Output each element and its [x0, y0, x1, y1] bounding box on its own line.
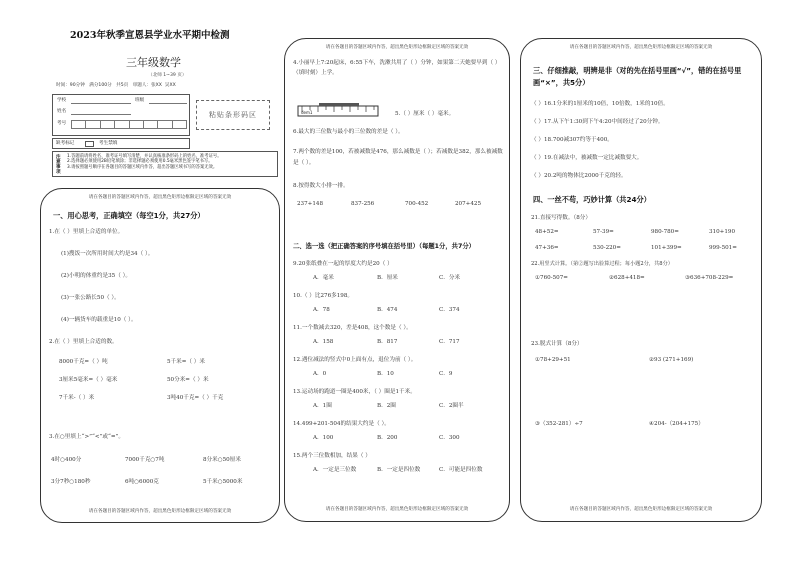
answer-panel-left — [40, 188, 280, 523]
q2-cell: 7千米-（ ）米 — [59, 395, 95, 401]
question-21: 21.直接写得数。（8分） — [531, 215, 591, 221]
question-23: 23.脱式计算（8分） — [531, 341, 583, 347]
panel-note: 请在各题目的答题区域内作答，超出黑色矩形边框限定区域的答案无效 — [325, 507, 469, 512]
q21-cell: 48+52= — [535, 229, 559, 235]
q3-cell: 6吨○6000克 — [125, 479, 159, 485]
mc-option: A．78 — [313, 307, 330, 313]
q2-cell: 8000千克=（ ）吨 — [59, 359, 108, 365]
absent-label: 考生禁填 — [99, 141, 118, 146]
absent-checkbox[interactable] — [85, 141, 94, 147]
question-3: 3.在○里填上“>”“<”或“=”。 — [49, 434, 124, 440]
q8-item: 207+425 — [455, 201, 482, 207]
exam-no-grid[interactable] — [71, 120, 187, 129]
question-2: 2.在（ ）里填上合适的数。 — [49, 339, 118, 345]
mc-option: B．817 — [377, 339, 398, 345]
q23-item: ④204-（204+175） — [649, 421, 704, 427]
q2-cell: 50分米=（ ）米 — [167, 377, 209, 383]
mc-option: A．100 — [313, 435, 334, 441]
school-field[interactable] — [71, 103, 131, 104]
subject-scope: （北师 1~39 页） — [148, 73, 187, 78]
mc-option: A．一定是三位数 — [313, 467, 357, 473]
notice-box — [52, 151, 278, 177]
mc-option: B．厘米 — [377, 275, 398, 281]
notice-line: 1.答题前请将姓名、准考证号填写清楚，并认真核准条形码上的姓名、准考证号。 — [67, 154, 222, 159]
mc-option: C．9 — [439, 371, 453, 377]
q23-item: ①78+29+51 — [535, 357, 571, 363]
reviewer-label: 审题人：张XX — [132, 83, 162, 88]
q21-cell: 57-39= — [593, 229, 614, 235]
question-8: 8.按得数大小排一排。 — [293, 183, 349, 189]
mc-question: 10.（ ）比276多198。 — [293, 293, 353, 299]
mc-question: 15.两个三位数相加，结果（ ） — [293, 453, 371, 459]
exam-no-label: 考号 — [57, 121, 67, 126]
mc-option: C．分米 — [439, 275, 461, 281]
judge-item: （ ）19.在减法中，被减数一定比减数要大。 — [531, 155, 643, 161]
score-label: 满分100分 — [89, 83, 112, 88]
mc-option: C．可能是四位数 — [439, 467, 483, 473]
q21-cell: 310+190 — [709, 229, 736, 235]
mc-option: A．0 — [313, 371, 327, 377]
section-2-title: 二、选一选（把正确答案的序号填在括号里）（每题1分，共7分） — [293, 243, 475, 250]
ruler — [297, 103, 379, 117]
panel-note: 请在各题目的答题区域内作答，超出黑色矩形边框限定区域的答案无效 — [569, 507, 713, 512]
mc-option: B．10 — [377, 371, 394, 377]
class-field[interactable] — [149, 103, 187, 104]
panel-note: 请在各题目的答题区域内作答，超出黑色矩形边框限定区域的答案无效 — [325, 45, 469, 50]
mc-question: 11.一个数减去320，差是408，这个数是（ ）。 — [293, 325, 412, 331]
q21-cell: 980-780= — [651, 229, 679, 235]
section-3-title: 三、仔细推敲，明辨是非（对的先在括号里画“√”，错的在括号里画“×”，共5分） — [533, 66, 742, 87]
q3-cell: 4时○400分 — [51, 457, 82, 463]
section-1-title: 一、用心思考，正确填空（每空1分，共27分） — [53, 211, 205, 220]
mc-option: A．毫米 — [313, 275, 334, 281]
subject-title: 三年级数学 — [126, 56, 181, 69]
q3-cell: 3分7秒○180秒 — [51, 479, 91, 485]
q21-cell: 47+36= — [535, 245, 559, 251]
notice-line: 2.选择题必须使用2B铅笔填涂；非选择题必须使用0.5毫米黑色签字笔书写。 — [67, 159, 213, 165]
notice-title: 注意事项 — [56, 155, 61, 176]
ruler-unit: dem1 — [301, 110, 313, 115]
mc-option: B．474 — [377, 307, 398, 313]
q1-item: (1)搜饭一次所用时间大约是34（ ）。 — [61, 251, 154, 257]
mc-option: B．一定是四位数 — [377, 467, 421, 473]
exam-title: 2023年秋季宣恩县学业水平期中检测 — [70, 30, 230, 41]
exam-meta — [56, 83, 176, 89]
panel-note: 请在各题目的答题区域内作答，超出黑色矩形边框限定区域的答案无效 — [569, 45, 713, 50]
q23-item: ②93 (271+169) — [649, 357, 694, 363]
judge-item: （ ）18.700减307约等于400。 — [531, 137, 613, 143]
q3-cell: 5千米○5000米 — [203, 479, 243, 485]
panel-note: 请在各题目的答题区域内作答，超出黑色矩形边框限定区域的答案无效 — [88, 195, 232, 200]
q8-item: 700-452 — [405, 201, 429, 207]
status-label: 缺考标记 — [56, 141, 75, 146]
q3-cell: 8分米○50厘米 — [203, 457, 241, 463]
judge-item: （ ）20.2吨的物体比2000千克的轻。 — [531, 173, 627, 179]
student-info-box — [52, 94, 190, 136]
answer-panel-right — [520, 38, 762, 522]
mc-option: A．1圈 — [313, 403, 332, 409]
q8-item: 837-256 — [351, 201, 375, 207]
q22-item: ②628+418= — [609, 275, 645, 281]
pages-label: 共5页 — [116, 83, 129, 88]
mc-option: B．2圈 — [377, 403, 396, 409]
mc-question: 12.遇位减法的竖式中0上面有点，退位为前（ ）。 — [293, 357, 417, 363]
q8-item: 237+148 — [297, 201, 324, 207]
question-5: 5.（ ）厘米（ ）毫米。 — [395, 111, 455, 117]
name-label: 姓名 — [57, 109, 67, 114]
mc-option: C．2圈半 — [439, 403, 464, 409]
mc-option: C．374 — [439, 307, 460, 313]
absent-mark-row — [52, 138, 190, 149]
question-4: 4.小丽早上7:20起床，6:55下车，洗漱共用了（ ）分钟，如果第二天她要早到（ ）（填时刻）上学。 — [293, 60, 501, 76]
q1-item: (4)一辆货车的载重是10（ ）。 — [61, 317, 137, 323]
section-4-title: 四、一丝不苟，巧妙计算（共24分） — [533, 195, 651, 204]
school-label: 学校 — [57, 98, 67, 103]
barcode-area — [196, 100, 270, 130]
mc-option: A．158 — [313, 339, 334, 345]
q2-cell: 5千米=（ ）米 — [167, 359, 205, 365]
name-field[interactable] — [71, 114, 131, 115]
checker-label: 吴XX — [164, 83, 176, 88]
answer-panel-middle — [284, 38, 510, 522]
q22-item: ①760-507= — [535, 275, 568, 281]
panel-note: 请在各题目的答题区域内作答，超出黑色矩形边框限定区域的答案无效 — [88, 509, 232, 514]
mc-question: 14.499+201-504的结果大约是（ ）。 — [293, 421, 390, 427]
q3-cell: 7000千克○7吨 — [125, 457, 165, 463]
judge-item: （ ）16.1分米的1厘米的10倍，10倍数，1米的10倍。 — [531, 101, 669, 107]
q23-item: ③（352-281）÷7 — [535, 421, 583, 427]
q21-cell: 101+399= — [651, 245, 682, 251]
class-label: 班级 — [135, 98, 145, 103]
question-1: 1.在（ ）里填上合适的单位。 — [49, 229, 124, 235]
q1-item: (2)小明的体重约是35（ ）。 — [61, 273, 131, 279]
q21-cell: 530-220= — [593, 245, 621, 251]
mc-option: C．717 — [439, 339, 460, 345]
notice-line: 3.请按照题号顺序在各题目的答题区域内作答，超出答题区域书写的答案无效。 — [67, 164, 218, 170]
question-6: 6.最大的三位数与最小的三位数的差是（ ）。 — [293, 129, 404, 135]
mc-option: B．200 — [377, 435, 398, 441]
barcode-label: 粘贴条形码区 — [209, 110, 257, 119]
mc-option: C．300 — [439, 435, 460, 441]
mc-question: 9.20张纸叠在一起的厚度大约是20（ ） — [293, 261, 393, 267]
q1-item: (3)一张公路长50（ ）。 — [61, 295, 120, 301]
q21-cell: 999-501= — [709, 245, 737, 251]
time-label: 时间：90分钟 — [56, 83, 85, 88]
judge-item: （ ）17.从下午1:30到下午4:20中间经过了20分钟。 — [531, 119, 664, 125]
q2-cell: 3吨40千克=（ ）千克 — [167, 395, 224, 401]
question-7: 7.两个数的差是100，若被减数是476，那么减数是（ ）；若减数是382，那么被减数是（ ）。 — [293, 149, 503, 166]
question-22: 22.用竖式计算。（第②题写出验算过程；每小题2分，共8分） — [531, 261, 673, 267]
q2-cell: 3厘米5毫米=（ ）毫米 — [59, 377, 118, 383]
mc-question: 13.运动场的跑道一圈是400米，（ ）圈是1千米。 — [293, 389, 416, 395]
q22-item: ③636+708-229= — [685, 275, 734, 281]
